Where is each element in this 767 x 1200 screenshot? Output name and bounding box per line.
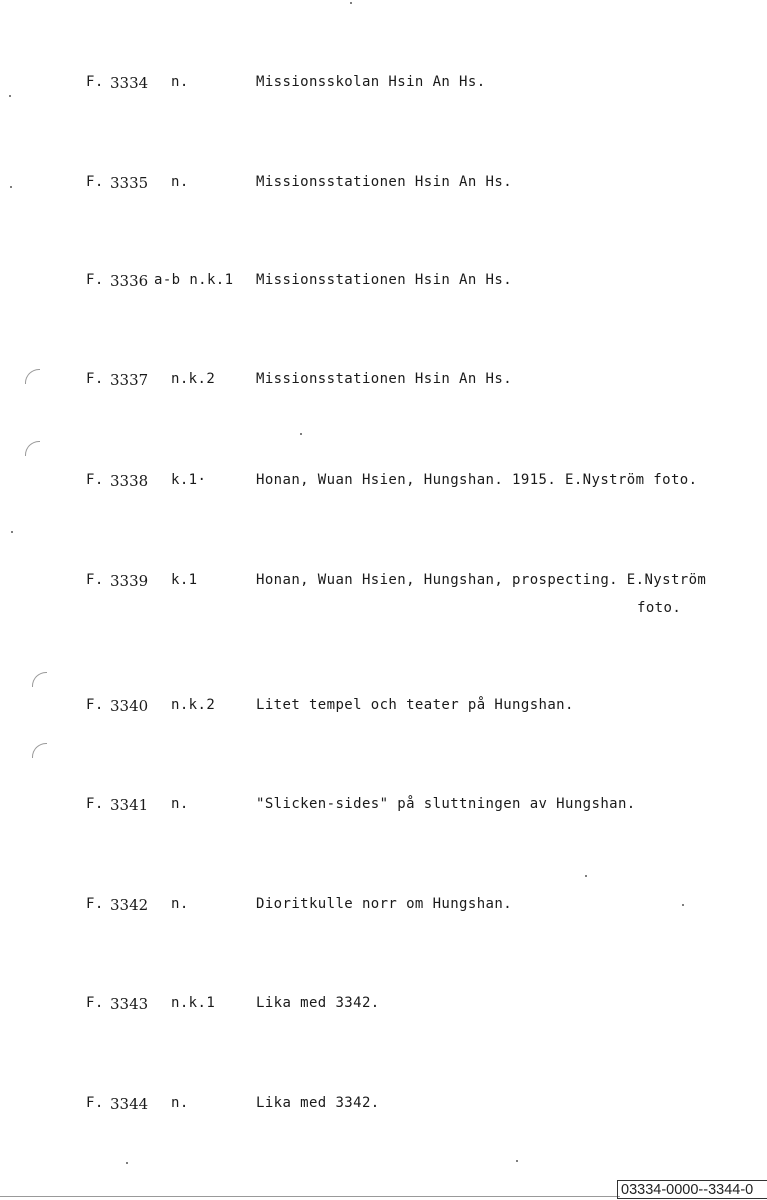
catalog-entry — [0, 572, 767, 616]
entry-prefix: F. — [86, 697, 104, 713]
entry-prefix: F. — [86, 472, 104, 488]
entry-number: 3343 — [110, 995, 149, 1013]
scan-speck — [585, 875, 587, 877]
catalog-entry — [0, 995, 767, 1035]
entry-description: Honan, Wuan Hsien, Hungshan, prospecting. E.Nyström — [256, 572, 707, 588]
catalog-entry — [0, 1095, 767, 1135]
entry-prefix: F. — [86, 74, 104, 90]
entry-code: n. — [171, 796, 189, 812]
entry-number: 3342 — [110, 896, 149, 914]
entry-number: 3336 — [110, 272, 149, 290]
scan-speck — [9, 95, 11, 97]
entry-code: a-b n.k.1 — [154, 272, 234, 288]
entry-code: n.k.2 — [171, 371, 216, 387]
punch-hole-arc — [25, 441, 40, 456]
entry-description: Missionsstationen Hsin An Hs. — [256, 371, 513, 387]
archive-id-stamp: 03334-0000--3344-0 — [617, 1180, 767, 1199]
entry-prefix: F. — [86, 896, 104, 912]
bottom-rule — [0, 1196, 620, 1197]
scan-speck — [516, 1160, 518, 1162]
punch-hole-arc — [32, 743, 47, 758]
entry-prefix: F. — [86, 572, 104, 588]
entry-prefix: F. — [86, 796, 104, 812]
catalog-entry — [0, 697, 767, 737]
entry-prefix: F. — [86, 995, 104, 1011]
entry-prefix: F. — [86, 174, 104, 190]
entry-number: 3334 — [110, 74, 149, 92]
entry-number: 3340 — [110, 697, 149, 715]
entry-description: Lika med 3342. — [256, 1095, 380, 1111]
entry-code: n. — [171, 174, 189, 190]
entry-prefix: F. — [86, 371, 104, 387]
entry-number: 3338 — [110, 472, 149, 490]
entry-description: Litet tempel och teater på Hungshan. — [256, 697, 574, 713]
punch-hole-arc — [32, 672, 47, 687]
entry-description: Missionsstationen Hsin An Hs. — [256, 174, 513, 190]
entry-prefix: F. — [86, 272, 104, 288]
scan-speck — [126, 1162, 128, 1164]
catalog-entry — [0, 796, 767, 836]
entry-code: n. — [171, 896, 189, 912]
entry-code: k.1· — [171, 472, 207, 488]
entry-number: 3335 — [110, 174, 149, 192]
entry-description: Honan, Wuan Hsien, Hungshan. 1915. E.Nyström foto. — [256, 472, 698, 488]
entry-number: 3339 — [110, 572, 149, 590]
entry-prefix: F. — [86, 1095, 104, 1111]
entry-description: Missionsstationen Hsin An Hs. — [256, 272, 513, 288]
entry-code: n. — [171, 74, 189, 90]
catalog-entry — [0, 174, 767, 214]
entry-code: n.k.1 — [171, 995, 216, 1011]
catalog-entry — [0, 472, 767, 512]
scan-speck — [350, 2, 352, 4]
catalog-entry — [0, 272, 767, 312]
entry-description: Dioritkulle norr om Hungshan. — [256, 896, 513, 912]
entry-number: 3344 — [110, 1095, 149, 1113]
entry-number: 3337 — [110, 371, 149, 389]
entry-description: "Slicken-sides" på sluttningen av Hungshan. — [256, 796, 636, 812]
entry-description: Lika med 3342. — [256, 995, 380, 1011]
entry-code: k.1 — [171, 572, 198, 588]
scan-speck — [10, 186, 12, 188]
catalog-entry — [0, 74, 767, 114]
entry-description: Missionsskolan Hsin An Hs. — [256, 74, 486, 90]
entry-number: 3341 — [110, 796, 149, 814]
scan-speck — [300, 433, 302, 435]
entry-code: n.k.2 — [171, 697, 216, 713]
entry-code: n. — [171, 1095, 189, 1111]
scan-speck — [11, 531, 13, 533]
catalog-entry — [0, 371, 767, 411]
scan-speck — [682, 904, 684, 906]
entry-description-continuation: foto. — [637, 600, 682, 616]
catalog-entry — [0, 896, 767, 936]
